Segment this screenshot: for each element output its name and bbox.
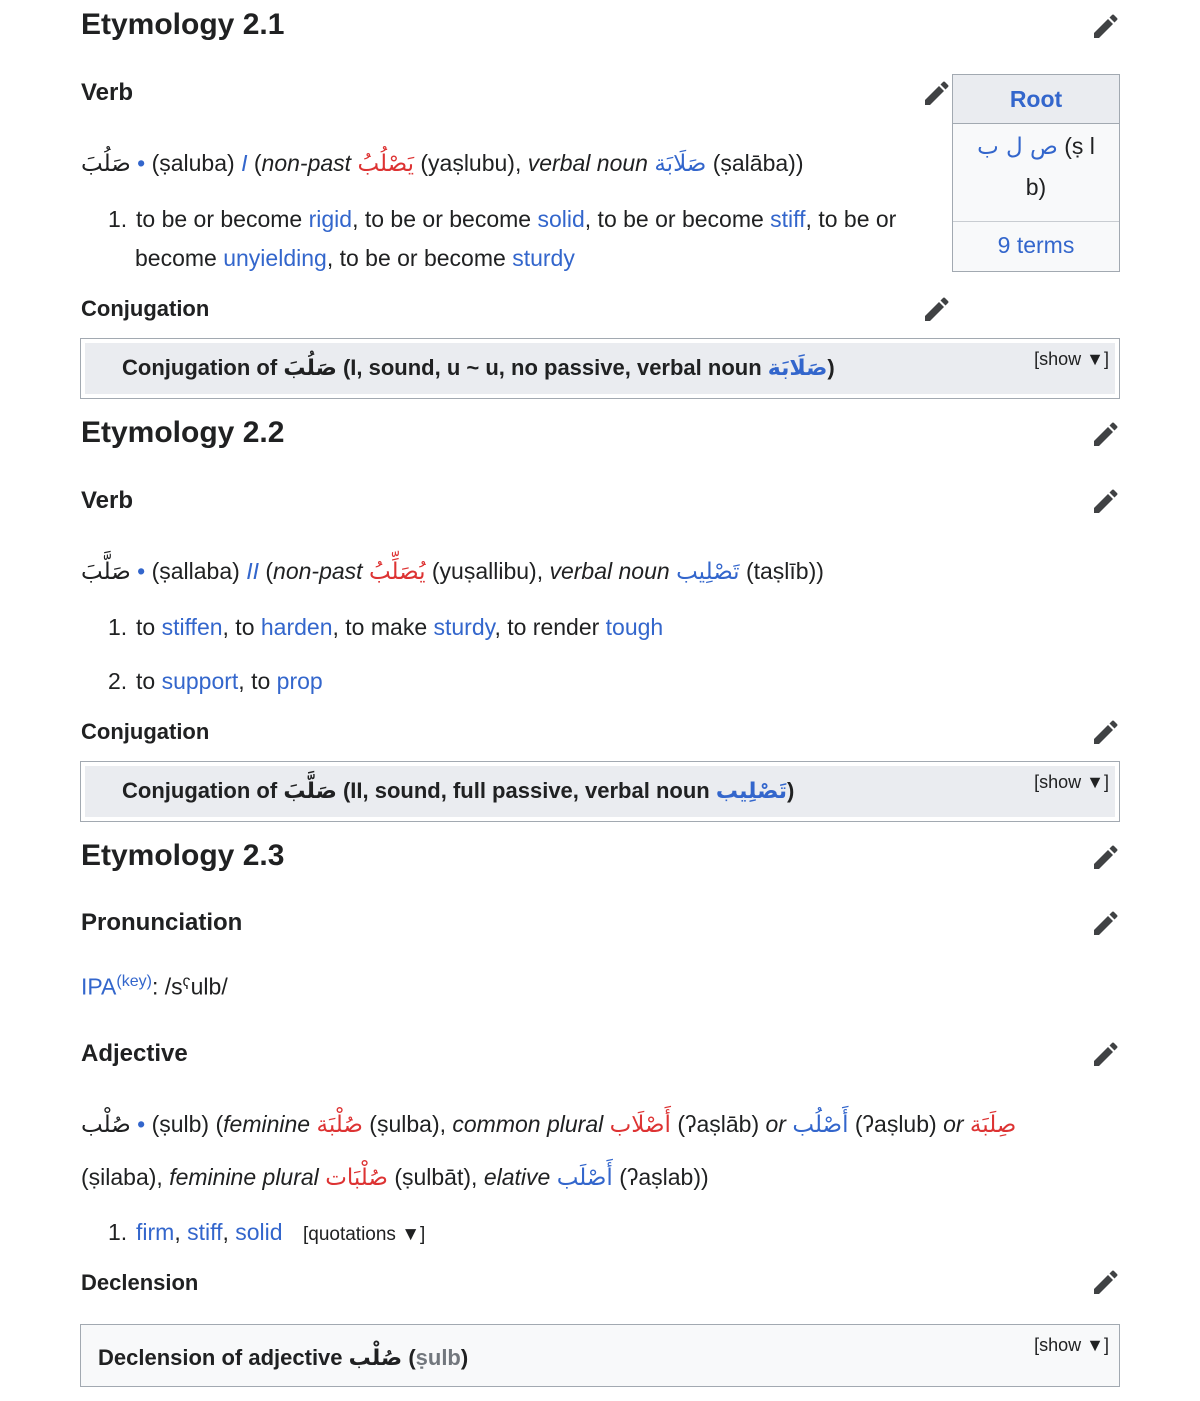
or-label: or — [943, 1111, 964, 1137]
conj-close: ) — [787, 778, 795, 803]
verb-heading: Verb — [81, 79, 134, 106]
def-link-stiffen[interactable]: stiffen — [161, 614, 223, 640]
verbal-noun-translit: (taṣlīb)) — [745, 558, 824, 584]
bullet: • — [137, 150, 146, 176]
definition-2 — [108, 668, 323, 695]
pronunciation-heading: Pronunciation — [81, 909, 243, 936]
plural-translit: (ʔaṣlub) — [854, 1111, 937, 1137]
plural-link[interactable]: صِلَبَة — [969, 1112, 1017, 1138]
def-text: become — [135, 245, 224, 271]
root-terms-link[interactable]: 9 terms — [997, 232, 1075, 258]
def-text: to — [136, 614, 162, 640]
translit: (ṣallaba) — [151, 558, 240, 584]
nonpast-link[interactable]: يُصَلِّبُ — [368, 559, 426, 585]
def-link-solid[interactable]: solid — [235, 1219, 283, 1245]
conjugation-table-collapsed[interactable] — [80, 338, 1120, 399]
edit-pencil-icon[interactable] — [1090, 843, 1120, 873]
decl-title-text: Declension of adjective — [98, 1345, 343, 1370]
feminine-translit: (ṣulba), — [369, 1111, 446, 1137]
def-link-sturdy[interactable]: sturdy — [512, 245, 575, 271]
common-plural-label: common plural — [452, 1111, 604, 1137]
feminine-label: feminine — [223, 1111, 311, 1137]
declension-title — [98, 1345, 468, 1371]
adjective-heading: Adjective — [81, 1040, 188, 1067]
def-number: 1. — [108, 206, 128, 232]
translit: (ṣulb) — [151, 1111, 210, 1137]
etymology-2-1-heading: Etymology 2.1 — [81, 8, 285, 41]
headword: صَلُبَ — [81, 151, 131, 177]
def-link-firm[interactable]: firm — [136, 1219, 175, 1245]
decl-paren: ( — [408, 1345, 416, 1370]
root-box — [952, 74, 1120, 272]
etymology-2-2-heading: Etymology 2.2 — [81, 416, 285, 449]
def-text: , to be or become — [326, 245, 513, 271]
verb-form-link[interactable]: II — [246, 558, 259, 584]
edit-pencil-icon[interactable] — [1090, 909, 1120, 939]
def-text: , to render — [494, 614, 606, 640]
definition-1 — [108, 1219, 425, 1246]
edit-pencil-icon[interactable] — [1090, 1268, 1120, 1298]
verb-form-link[interactable]: I — [241, 150, 248, 176]
declension-heading: Declension — [81, 1270, 199, 1295]
verbal-noun-label: verbal noun — [527, 150, 648, 176]
def-text: , to — [222, 614, 261, 640]
show-toggle-button[interactable]: [show ▼] — [1034, 1335, 1109, 1355]
feminine-link[interactable]: صُلْبَة — [316, 1112, 363, 1138]
definition-1 — [108, 614, 663, 641]
def-link-prop[interactable]: prop — [276, 668, 323, 694]
ipa-line — [81, 973, 228, 1001]
edit-pencil-icon[interactable] — [1090, 12, 1120, 42]
def-text: to — [136, 668, 162, 694]
def-text: to be or become — [136, 206, 309, 232]
verbal-noun-translit: (ṣalāba)) — [712, 150, 804, 176]
elative-translit: (ʔaṣlab)) — [619, 1164, 709, 1190]
root-translit: (ṣ l — [1064, 133, 1095, 159]
ipa-key-link[interactable]: (key) — [116, 973, 152, 990]
elative-link[interactable]: أَصْلَب — [556, 1165, 613, 1191]
def-link-stiff[interactable]: stiff — [770, 206, 806, 232]
nonpast-link[interactable]: يَصْلُبُ — [357, 151, 414, 177]
decl-arabic: صُلْب — [348, 1346, 403, 1371]
def-number: 1. — [108, 614, 128, 640]
def-text: , to be or become — [584, 206, 771, 232]
root-header-link[interactable]: Root — [953, 75, 1119, 124]
translit: (ṣaluba) — [151, 150, 235, 176]
elative-label: elative — [483, 1164, 551, 1190]
decl-paren: ) — [460, 1345, 469, 1370]
edit-pencil-icon[interactable] — [1090, 487, 1120, 517]
headword-line-cont — [81, 1164, 709, 1191]
conjugation-table-collapsed[interactable] — [80, 761, 1120, 822]
conjugation-title — [122, 778, 794, 804]
root-letters — [953, 124, 1119, 222]
def-link-unyielding[interactable]: unyielding — [223, 245, 327, 271]
verb-heading: Verb — [81, 487, 134, 514]
def-link-harden[interactable]: harden — [260, 614, 333, 640]
verbal-noun-link[interactable]: تَصْلِيب — [676, 559, 740, 585]
headword: صَلَّبَ — [81, 559, 131, 585]
conj-close: ) — [827, 355, 835, 380]
def-number: 2. — [108, 668, 128, 694]
def-link-support[interactable]: support — [161, 668, 239, 694]
plural-link[interactable]: أَصْلُب — [792, 1112, 849, 1138]
conj-title-text: Conjugation of — [122, 778, 278, 803]
headword-line: صُلْب • (ṣulb) (feminine صُلْبَة (ṣulba), common plural أَصْلَاب (ʔaṣlāb) or أَصْلُب (ʔaṣlub) or صِلَبَة — [81, 1111, 1017, 1138]
bullet: • — [137, 1111, 146, 1137]
conj-title-text: (II, sound, full passive, verbal noun — [342, 778, 710, 803]
edit-pencil-icon[interactable] — [1090, 420, 1120, 450]
declension-table-collapsed[interactable] — [80, 1324, 1120, 1387]
definition-1 — [108, 206, 896, 233]
nonpast-label: non-past — [273, 558, 363, 584]
def-text: , to be or — [805, 206, 897, 232]
ipa-link[interactable]: IPA — [81, 973, 117, 1000]
quotations-toggle[interactable]: [quotations ▼] — [302, 1224, 426, 1245]
conj-title-text: Conjugation of — [122, 355, 278, 380]
edit-pencil-icon[interactable] — [1090, 718, 1120, 748]
definition-1-cont — [135, 245, 575, 272]
conj-title-text: (I, sound, u ~ u, no passive, verbal noun — [342, 355, 762, 380]
headword-line: صَلَّبَ • (ṣallaba) II (non-past يُصَلِّبُ (yuṣallibu), verbal noun تَصْلِيب (taṣlīb)) — [81, 558, 824, 585]
def-link-solid[interactable]: solid — [537, 206, 585, 232]
def-text: , — [222, 1219, 236, 1245]
def-text: , to be or become — [352, 206, 538, 232]
edit-pencil-icon[interactable] — [921, 295, 951, 325]
show-toggle-button[interactable]: [show ▼] — [1034, 349, 1109, 369]
or-label: or — [765, 1111, 786, 1137]
plural-translit: (ʔaṣlāb) — [677, 1111, 760, 1137]
feminine-plural-translit: (ṣulbāt), — [394, 1164, 478, 1190]
conj-arabic: صَلُبَ — [283, 356, 337, 381]
nonpast-translit: (yuṣallibu), — [431, 558, 544, 584]
plural-link[interactable]: أَصْلَاب — [609, 1112, 671, 1138]
plural-translit: (ṣilaba), — [81, 1164, 163, 1190]
edit-pencil-icon[interactable] — [1090, 1040, 1120, 1070]
def-link-sturdy[interactable]: sturdy — [433, 614, 495, 640]
ipa-value: : /sˤulb/ — [151, 973, 228, 1000]
feminine-plural-label: feminine plural — [169, 1164, 319, 1190]
def-link-rigid[interactable]: rigid — [308, 206, 353, 232]
bullet: • — [137, 558, 146, 584]
def-text: , — [174, 1219, 188, 1245]
def-text: , to make — [332, 614, 434, 640]
etymology-2-3-heading: Etymology 2.3 — [81, 839, 285, 872]
conjugation-heading: Conjugation — [81, 719, 210, 744]
def-link-stiff[interactable]: stiff — [187, 1219, 223, 1245]
feminine-plural-link[interactable]: صُلْبَات — [325, 1165, 388, 1191]
edit-pencil-icon[interactable] — [921, 79, 951, 109]
conj-vn-link[interactable]: صَلَابَة — [767, 356, 828, 381]
def-number: 1. — [108, 1219, 128, 1245]
conj-vn-link[interactable]: تَصْلِيب — [715, 779, 788, 804]
decl-translit: ṣulb — [415, 1345, 461, 1370]
root-letters-link[interactable]: ص ل ب — [977, 134, 1058, 160]
def-text: , to — [238, 668, 277, 694]
verbal-noun-label: verbal noun — [549, 558, 670, 584]
headword: صُلْب — [81, 1112, 131, 1138]
nonpast-label: non-past — [261, 150, 352, 176]
root-translit-cont: b) — [1025, 174, 1047, 200]
def-link-tough[interactable]: tough — [605, 614, 664, 640]
verbal-noun-link[interactable]: صَلَابَة — [654, 151, 707, 177]
show-toggle-button[interactable]: [show ▼] — [1034, 772, 1109, 792]
headword-line: صَلُبَ • (ṣaluba) I (non-past يَصْلُبُ (yaṣlubu), verbal noun صَلَابَة (ṣalāba)) — [81, 150, 804, 177]
conjugation-heading: Conjugation — [81, 296, 210, 321]
nonpast-translit: (yaṣlubu), — [420, 150, 522, 176]
conj-arabic: صَلَّبَ — [283, 779, 337, 804]
conjugation-title — [122, 355, 835, 381]
